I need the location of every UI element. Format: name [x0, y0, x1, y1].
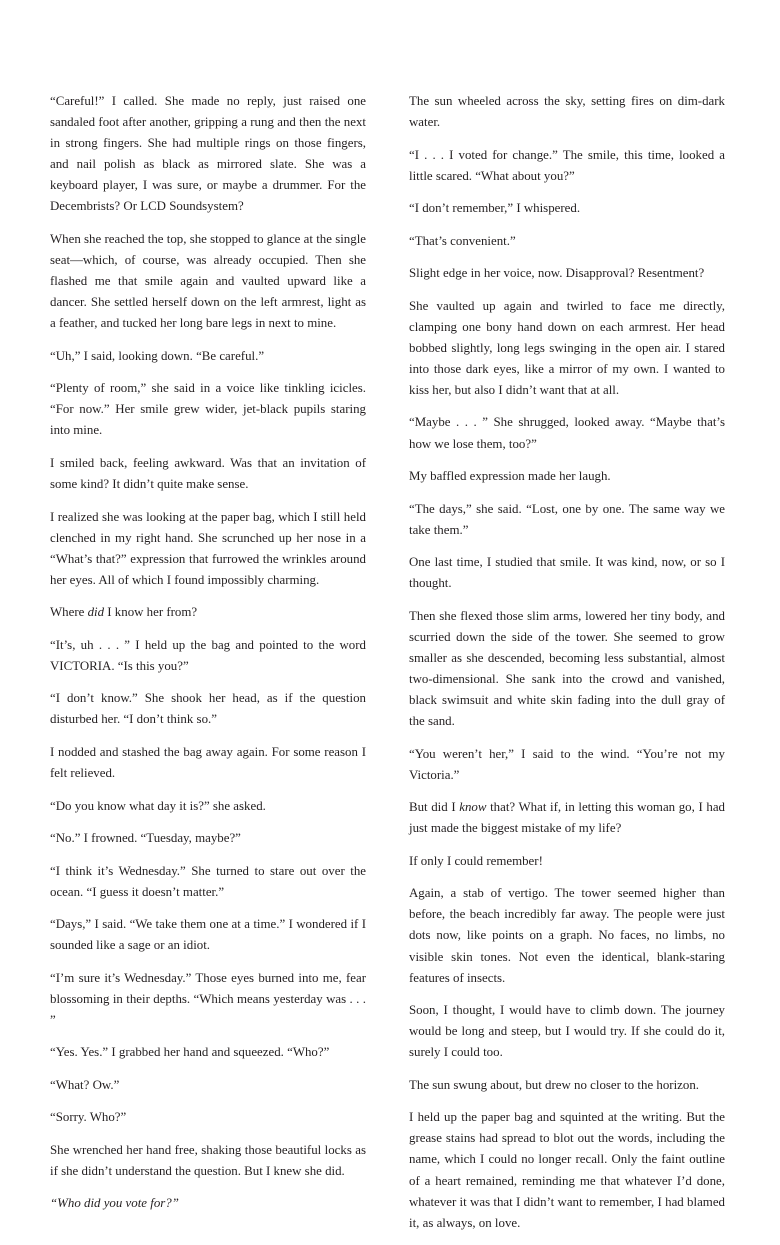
paragraph: “I don’t know.” She shook her head, as if the question disturbed her. “I don’t think so.” — [50, 691, 366, 727]
paragraph — [409, 797, 725, 839]
right-text-column — [409, 91, 725, 1245]
paragraph: The sun wheeled across the sky, setting fires on dim-dark water. — [409, 94, 725, 130]
paragraph: She vaulted up again and twirled to face me directly, clamping one bony hand down on each armrest. Her head bobbed slightly, long legs swinging in the open air. I stared into those dark eyes, like a mirror of my own. I wanted to kiss her, but also I didn’t want that at all. — [409, 298, 725, 397]
paragraph: “Do you know what day it is?” she asked. — [50, 798, 266, 813]
paragraph: “That’s convenient.” — [409, 233, 516, 248]
paragraph: When she reached the top, she stopped to glance at the single seat—which, of course, was already occupied. Then she flashed me that smile again and vaulted upward like a dancer. She settled herself down on the left armrest, light as a feather, and tucked her long bare legs in next to mine. — [50, 231, 366, 331]
paragraph: “What? Ow.” — [50, 1077, 120, 1092]
paragraph-text: that? What if, in letting this woman go, I had just made the biggest mistake of my life? — [409, 800, 725, 836]
paragraph: The sun swung about, but drew no closer to the horizon. — [409, 1077, 699, 1092]
emphasized-text: know — [459, 800, 487, 815]
paragraph: I realized she was looking at the paper bag, which I still held clenched in my right hand. She scrunched up her nose in a “What’s that?” expression that furrowed the wrinkles around her eyes. All of which I found impossibly charming. — [50, 509, 366, 587]
paragraph: Then she flexed those slim arms, lowered her tiny body, and scurried down the side of the tower. She seemed to grow smaller as she descended, becoming less substantial, almost two-dimensional. She sank into the crowd and vanished, black swimsuit and white skin fading into the dull gray of the sand. — [409, 608, 725, 729]
paragraph: “Yes. Yes.” I grabbed her hand and squeezed. “Who?” — [50, 1045, 330, 1060]
paragraph: My baffled expression made her laugh. — [409, 469, 611, 484]
paragraph: Again, a stab of vertigo. The tower seemed higher than before, the beach incredibly far away. The people were just dots now, like points on a graph. No faces, no limbs, no visible skin tones. Not even the identical, blank-staring features of insects. — [409, 886, 725, 985]
paragraph: Soon, I thought, I would have to climb down. The journey would be long and steep, but I would try. If she could do it, surely I could too. — [409, 1003, 725, 1060]
paragraph: “Maybe . . . ” She shrugged, looked away. “Maybe that’s how we lose them, too?” — [409, 415, 725, 451]
paragraph: I nodded and stashed the bag away again. For some reason I felt relieved. — [50, 744, 366, 781]
paragraph: “I’m sure it’s Wednesday.” Those eyes burned into me, fear blossoming in their depths. “Which means yesterday was . . . ” — [50, 970, 366, 1027]
paragraph: “I . . . I voted for change.” The smile, this time, looked a little scared. “What about you?” — [409, 147, 725, 183]
left-text-column — [50, 91, 366, 1226]
paragraph-text: Where — [50, 605, 88, 620]
paragraph: Slight edge in her voice, now. Disapproval? Resentment? — [409, 266, 705, 281]
paragraph: “I think it’s Wednesday.” She turned to stare out over the ocean. “I guess it doesn’t matter.” — [50, 863, 366, 899]
paragraph: She wrenched her hand free, shaking those beautiful locks as if she didn’t understand the question. But I knew she did. — [50, 1142, 366, 1178]
paragraph: “I don’t remember,” I whispered. — [409, 201, 581, 216]
paragraph-text: I know her from? — [104, 605, 198, 620]
paragraph: I smiled back, feeling awkward. Was that an invitation of some kind? It didn’t quite make sense. — [50, 455, 366, 492]
paragraph: “Careful!” I called. She made no reply, just raised one sandaled foot after another, gripping a rung and then the next in strong fingers. She had multiple rings on those fingers, and nail polish as black as mirrored slate. She was a keyboard player, I was sure, or maybe a drummer. For the Decembrists? Or LCD Soundsystem? — [50, 94, 366, 214]
paragraph: “Plenty of room,” she said in a voice like tinkling icicles. “For now.” Her smile grew wider, jet-black pupils staring into mine. — [50, 381, 366, 438]
paragraph: “You weren’t her,” I said to the wind. “You’re not my Victoria.” — [409, 746, 725, 782]
paragraph: One last time, I studied that smile. It was kind, now, or so I thought. — [409, 555, 725, 591]
paragraph — [50, 602, 366, 623]
paragraph: “Days,” I said. “We take them one at a time.” I wondered if I sounded like a sage or an idiot. — [50, 917, 366, 953]
paragraph: I held up the paper bag and squinted at the writing. But the grease stains had spread to blot out the words, including the name, which I could no longer recall. Only the faint outline of a heart remained, reminding me that whatever I’d done, whatever it was that I didn’t want to remember, I had blamed it, as always, on love. — [409, 1110, 725, 1230]
paragraph-text: But did I — [409, 800, 460, 815]
paragraph: “Sorry. Who?” — [50, 1110, 127, 1125]
paragraph: “No.” I frowned. “Tuesday, maybe?” — [50, 831, 241, 846]
paragraph: If only I could remember! — [409, 853, 543, 868]
paragraph: “Who did you vote for?” — [50, 1196, 179, 1211]
paragraph: “The days,” she said. “Lost, one by one. The same way we take them.” — [409, 501, 725, 537]
emphasized-text: did — [87, 605, 105, 620]
paragraph: “It’s, uh . . . ” I held up the bag and pointed to the word VICTORIA. “Is this you?” — [50, 637, 366, 673]
paragraph: “Uh,” I said, looking down. “Be careful.” — [50, 348, 265, 363]
